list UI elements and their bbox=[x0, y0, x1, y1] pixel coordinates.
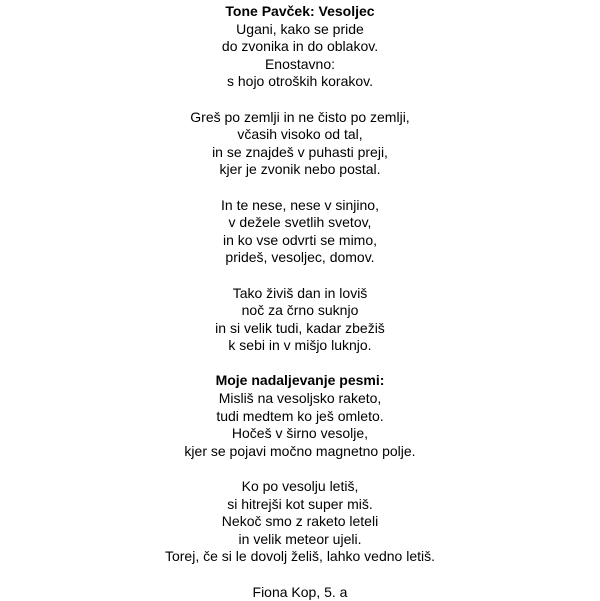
poem-line: In te nese, nese v sinjino, bbox=[221, 196, 379, 213]
continuation-heading: Moje nadaljevanje pesmi: bbox=[215, 372, 385, 389]
original-stanza-3 bbox=[0, 197, 600, 267]
poem-line: Misliš na vesoljsko raketo, bbox=[218, 390, 382, 407]
poem-line: včasih visoko od tal, bbox=[237, 126, 363, 143]
poem-line: kjer se pojavi močno magnetno polje. bbox=[184, 442, 416, 459]
poem-line: do zvonika in do oblakov. bbox=[221, 38, 379, 55]
poem-line: in ko vse odvrti se mimo, bbox=[222, 231, 378, 248]
poem-line: in si velik tudi, kadar zbežiš bbox=[215, 319, 385, 336]
poem-line: v dežele svetlih svetov, bbox=[228, 214, 372, 231]
poem-line: s hojo otroških korakov. bbox=[226, 73, 374, 90]
poem-line: Ugani, kako se pride bbox=[236, 20, 364, 37]
poem-line: Nekoč smo z raketo leteli bbox=[221, 513, 379, 530]
title-block bbox=[0, 3, 600, 91]
poem-line: noč za črno suknjo bbox=[241, 302, 359, 319]
original-stanza-2 bbox=[0, 109, 600, 179]
poem-line: Hočeš v širno vesolje, bbox=[231, 425, 369, 442]
original-stanza-4 bbox=[0, 285, 600, 355]
poem-line: in se znajdeš v puhasti preji, bbox=[212, 143, 388, 160]
poem-title: Tone Pavček: Vesoljec bbox=[225, 3, 375, 19]
poem-line: Torej, če si le dovolj želiš, lahko vedno letiš. bbox=[164, 548, 436, 565]
poem-line: Ko po vesolju letiš, bbox=[241, 478, 359, 495]
poem-line: kjer je zvonik nebo postal. bbox=[219, 161, 381, 178]
poem-line: Tako živiš dan in loviš bbox=[232, 284, 368, 301]
poem-line: si hitrejši kot super miš. bbox=[227, 495, 373, 512]
poem-line: tudi medtem ko ješ omleto. bbox=[216, 407, 384, 424]
continuation-stanza-2 bbox=[0, 478, 600, 566]
poem-page bbox=[0, 3, 600, 601]
poem-line: k sebi in v mišjo luknjo. bbox=[228, 337, 372, 354]
signature-block bbox=[0, 584, 600, 601]
poem-line: in velik meteor ujeli. bbox=[238, 530, 362, 547]
continuation-stanza-1 bbox=[0, 372, 600, 460]
author-line: Fiona Kop, 5. a bbox=[252, 583, 348, 600]
poem-line: prideš, vesoljec, domov. bbox=[225, 249, 375, 266]
poem-line: Greš po zemlji in ne čisto po zemlji, bbox=[190, 108, 410, 125]
poem-line: Enostavno: bbox=[264, 55, 336, 72]
